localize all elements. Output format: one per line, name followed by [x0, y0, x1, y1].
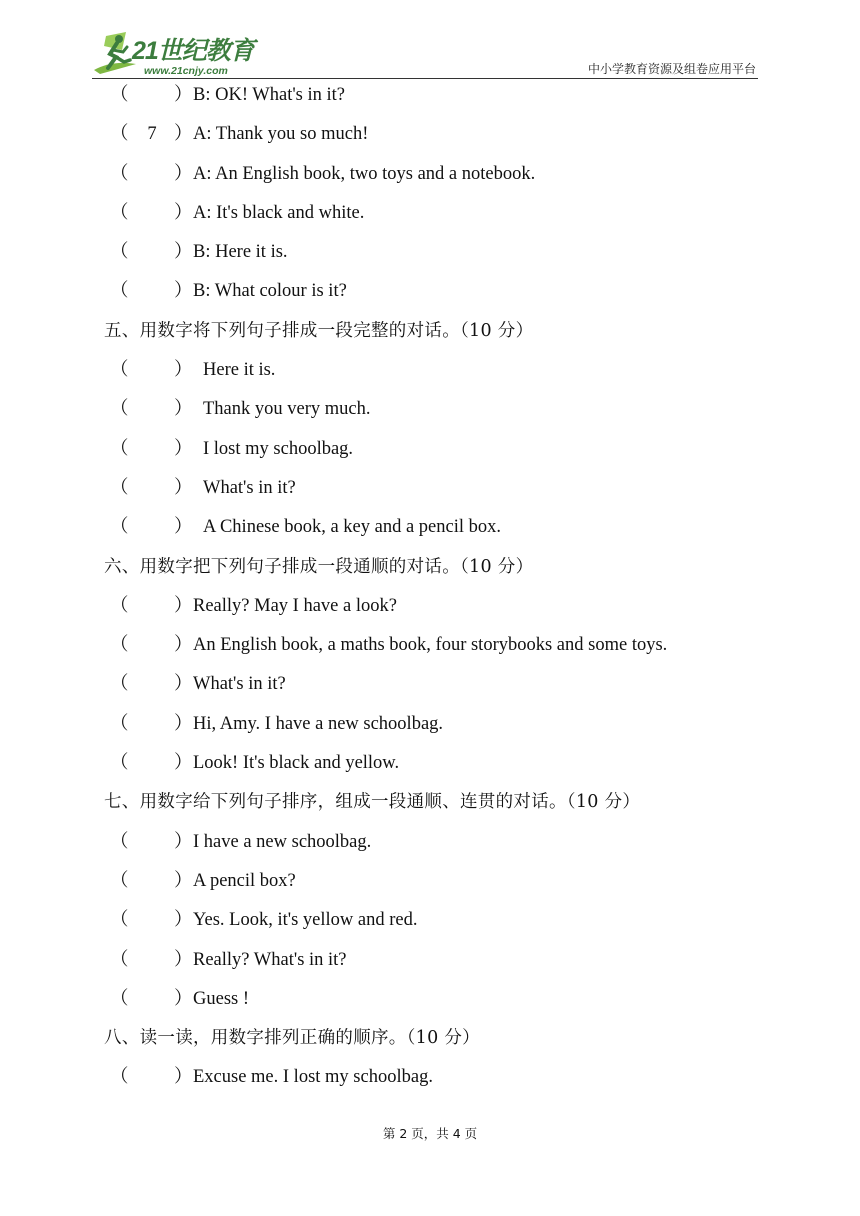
logo-url: www.21cnjy.com: [144, 65, 228, 77]
close-paren: ）: [174, 988, 193, 1009]
sentence-text: Look! It's black and yellow.: [193, 753, 400, 774]
open-paren: （: [110, 831, 129, 852]
question-row: [104, 356, 804, 395]
section-heading: 七、用数字给下列句子排序，组成一段通顺、连贯的对话。（10 分）: [104, 792, 641, 813]
sentence-text: Guess !: [193, 988, 250, 1009]
question-row: [104, 513, 804, 552]
close-paren: ）: [174, 595, 193, 616]
open-paren: （: [110, 360, 129, 381]
close-paren: ）: [174, 635, 193, 656]
open-paren: （: [110, 988, 129, 1009]
open-paren: （: [110, 870, 129, 891]
question-row: [104, 120, 804, 159]
open-paren: （: [110, 477, 129, 498]
open-paren: （: [110, 595, 129, 616]
open-paren: （: [110, 713, 129, 734]
answer-blank[interactable]: 7: [147, 124, 157, 145]
section-heading: 六、用数字把下列句子排成一段通顺的对话。（10 分）: [104, 556, 534, 577]
close-paren: ）: [174, 163, 193, 184]
page-header: [92, 28, 758, 80]
close-paren: ）: [174, 910, 193, 931]
open-paren: （: [110, 438, 129, 459]
open-paren: （: [110, 399, 129, 420]
question-row: [104, 81, 804, 120]
open-paren: （: [110, 281, 129, 302]
sentence-text: Excuse me. I lost my schoolbag.: [193, 1067, 433, 1088]
sentence-text: A: It's black and white.: [193, 202, 365, 223]
open-paren: （: [110, 910, 129, 931]
sentence-text: B: OK! What's in it?: [193, 85, 346, 105]
open-paren: （: [110, 674, 129, 695]
close-paren: ）: [174, 713, 193, 734]
open-paren: （: [110, 163, 129, 184]
question-row: [104, 906, 804, 945]
open-paren: （: [110, 1067, 129, 1088]
close-paren: ）: [174, 124, 193, 145]
sentence-text: What's in it?: [203, 477, 296, 498]
open-paren: （: [110, 635, 129, 656]
close-paren: ）: [174, 753, 193, 774]
sentence-text: What's in it?: [193, 674, 286, 695]
question-row: [104, 670, 804, 709]
section-heading: 八、读一读，用数字排列正确的顺序。（10 分）: [104, 1028, 480, 1049]
close-paren: ）: [174, 1067, 193, 1088]
question-row: [104, 631, 804, 670]
question-row: [104, 435, 804, 474]
question-row: [104, 474, 804, 513]
sentence-text: A: Thank you so much!: [193, 124, 369, 145]
open-paren: （: [110, 242, 129, 263]
close-paren: ）: [174, 949, 193, 970]
close-paren: ）: [174, 281, 193, 302]
question-row: [104, 592, 804, 631]
close-paren: ）: [174, 202, 193, 223]
sentence-text: An English book, a maths book, four storybooks and some toys.: [193, 635, 668, 656]
close-paren: ）: [174, 517, 193, 538]
close-paren: ）: [174, 399, 193, 420]
open-paren: （: [110, 949, 129, 970]
header-divider: [92, 78, 758, 79]
sentence-text: I have a new schoolbag.: [193, 831, 372, 852]
logo-text: 21世纪教育: [132, 37, 254, 65]
sentence-text: I lost my schoolbag.: [203, 438, 354, 459]
question-row: [104, 985, 804, 1024]
question-row: [104, 160, 804, 199]
sentence-text: B: Here it is.: [193, 242, 288, 263]
question-row: [104, 946, 804, 985]
site-logo: [92, 28, 272, 80]
section-heading: 五、用数字将下列句子排成一段完整的对话。（10 分）: [104, 320, 534, 341]
sentence-text: A: An English book, two toys and a notebook.: [193, 163, 536, 184]
sentence-text: A pencil box?: [193, 870, 296, 891]
page-number: 第 2 页，共 4 页: [382, 1126, 478, 1141]
exercise-content: [104, 81, 804, 1103]
close-paren: ）: [174, 870, 193, 891]
sentence-text: Here it is.: [203, 360, 276, 381]
sentence-text: B: What colour is it?: [193, 281, 347, 302]
close-paren: ）: [174, 360, 193, 381]
question-row: [104, 710, 804, 749]
question-row: [104, 199, 804, 238]
open-paren: （: [110, 517, 129, 538]
question-row: [104, 749, 804, 788]
sentence-text: A Chinese book, a key and a pencil box.: [203, 517, 501, 538]
close-paren: ）: [174, 477, 193, 498]
question-row: [104, 828, 804, 867]
question-row: [104, 395, 804, 434]
question-row: [104, 277, 804, 316]
sentence-text: Hi, Amy. I have a new schoolbag.: [193, 713, 444, 734]
close-paren: ）: [174, 438, 193, 459]
open-paren: （: [110, 124, 129, 145]
open-paren: （: [110, 753, 129, 774]
sentence-text: Really? What's in it?: [193, 949, 347, 970]
close-paren: ）: [174, 85, 193, 105]
close-paren: ）: [174, 242, 193, 263]
open-paren: （: [110, 85, 129, 105]
sentence-text: Thank you very much.: [203, 399, 371, 420]
question-row: [104, 238, 804, 277]
question-row: [104, 867, 804, 906]
question-row: [104, 1063, 804, 1102]
close-paren: ）: [174, 831, 193, 852]
sentence-text: Really? May I have a look?: [193, 595, 397, 616]
sentence-text: Yes. Look, it's yellow and red.: [193, 910, 418, 931]
close-paren: ）: [174, 674, 193, 695]
open-paren: （: [110, 202, 129, 223]
platform-name: 中小学教育资源及组卷应用平台: [587, 62, 756, 76]
